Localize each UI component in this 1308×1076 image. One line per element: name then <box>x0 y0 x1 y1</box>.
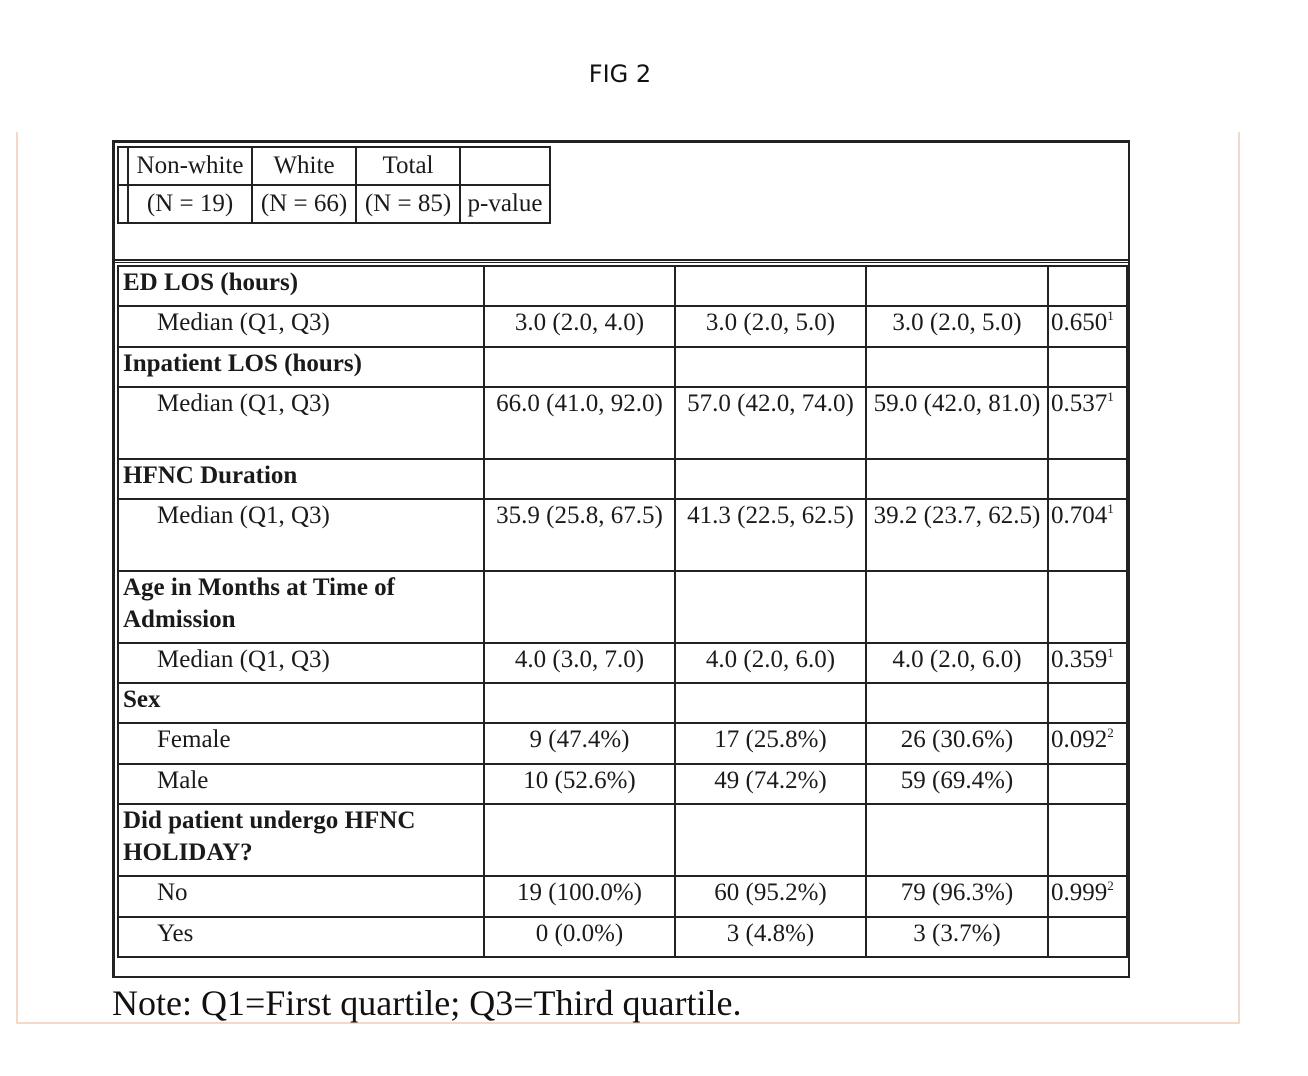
header-total: Total <box>356 147 460 185</box>
data-row <box>118 306 1127 347</box>
p-value: 0.650 <box>1051 309 1108 336</box>
nonwhite-value: 9 (47.4%) <box>484 723 675 764</box>
header-nonwhite: Non-white <box>128 147 252 185</box>
row-label: No <box>118 876 484 917</box>
header-p-value: p-value <box>460 185 550 223</box>
total-value: 4.0 (2.0, 6.0) <box>866 643 1048 683</box>
header-white-n: (N = 66) <box>252 185 356 223</box>
empty-cell <box>1048 347 1127 387</box>
nonwhite-value: 10 (52.6%) <box>484 764 675 804</box>
header-nonwhite-n: (N = 19) <box>128 185 252 223</box>
total-value: 59.0 (42.0, 81.0) <box>866 387 1048 459</box>
empty-cell <box>484 683 675 723</box>
row-label: Median (Q1, Q3) <box>118 306 484 347</box>
empty-cell <box>1048 804 1127 876</box>
total-value: 59 (69.4%) <box>866 764 1048 804</box>
section-label: Sex <box>118 683 484 723</box>
p-value-cell <box>1048 764 1127 804</box>
empty-cell <box>675 459 866 499</box>
header-empty <box>460 147 550 185</box>
section-row <box>118 266 1127 306</box>
empty-cell <box>1048 571 1127 643</box>
white-value: 60 (95.2%) <box>675 876 866 917</box>
p-value: 0.537 <box>1051 390 1108 417</box>
empty-cell <box>866 683 1048 723</box>
data-row <box>118 876 1127 917</box>
header-row-groups <box>118 147 550 185</box>
white-value: 3 (4.8%) <box>675 917 866 957</box>
header-stub <box>118 185 128 223</box>
empty-cell <box>675 347 866 387</box>
row-label: Median (Q1, Q3) <box>118 387 484 459</box>
p-value: 0.704 <box>1051 502 1108 529</box>
p-value: 0.359 <box>1051 646 1108 673</box>
p-value: 0.999 <box>1051 879 1108 906</box>
p-footnote: 2 <box>1107 878 1114 893</box>
white-value: 3.0 (2.0, 5.0) <box>675 306 866 347</box>
empty-cell <box>866 347 1048 387</box>
total-value: 39.2 (23.7, 62.5) <box>866 499 1048 571</box>
nonwhite-value: 66.0 (41.0, 92.0) <box>484 387 675 459</box>
row-label: Median (Q1, Q3) <box>118 499 484 571</box>
section-row <box>118 683 1127 723</box>
p-footnote: 1 <box>1107 501 1114 516</box>
nonwhite-value: 35.9 (25.8, 67.5) <box>484 499 675 571</box>
data-row <box>118 917 1127 957</box>
table-note: Note: Q1=First quartile; Q3=Third quartile. <box>112 983 742 1023</box>
total-value: 3 (3.7%) <box>866 917 1048 957</box>
empty-cell <box>675 683 866 723</box>
white-value: 57.0 (42.0, 74.0) <box>675 387 866 459</box>
empty-cell <box>484 459 675 499</box>
row-label: Yes <box>118 917 484 957</box>
empty-cell <box>675 571 866 643</box>
p-value-cell <box>1048 917 1127 957</box>
p-footnote: 1 <box>1107 645 1114 660</box>
section-label: HFNC Duration <box>118 459 484 499</box>
data-row <box>118 764 1127 804</box>
data-row <box>118 387 1127 459</box>
section-label: Inpatient LOS (hours) <box>118 347 484 387</box>
row-label: Female <box>118 723 484 764</box>
section-row <box>118 571 1127 643</box>
empty-cell <box>675 266 866 306</box>
header-row-counts <box>118 185 550 223</box>
header-stub <box>118 147 128 185</box>
empty-cell <box>675 804 866 876</box>
section-row <box>118 347 1127 387</box>
empty-cell <box>866 459 1048 499</box>
nonwhite-value: 0 (0.0%) <box>484 917 675 957</box>
nonwhite-value: 4.0 (3.0, 7.0) <box>484 643 675 683</box>
data-row <box>118 643 1127 683</box>
empty-cell <box>1048 459 1127 499</box>
white-value: 17 (25.8%) <box>675 723 866 764</box>
section-label: Age in Months at Time of Admission <box>118 571 484 643</box>
section-label: Did patient undergo HFNC HOLIDAY? <box>118 804 484 876</box>
total-value: 26 (30.6%) <box>866 723 1048 764</box>
row-label: Male <box>118 764 484 804</box>
white-value: 41.3 (22.5, 62.5) <box>675 499 866 571</box>
p-value-cell <box>1048 643 1127 683</box>
empty-cell <box>484 571 675 643</box>
nonwhite-value: 3.0 (2.0, 4.0) <box>484 306 675 347</box>
p-footnote: 1 <box>1107 389 1114 404</box>
data-row <box>118 723 1127 764</box>
empty-cell <box>866 266 1048 306</box>
figure-title: FIG 2 <box>588 60 652 88</box>
total-value: 3.0 (2.0, 5.0) <box>866 306 1048 347</box>
total-value: 79 (96.3%) <box>866 876 1048 917</box>
p-value-cell <box>1048 387 1127 459</box>
header-total-n: (N = 85) <box>356 185 460 223</box>
empty-cell <box>484 266 675 306</box>
p-value-cell <box>1048 306 1127 347</box>
header-divider <box>115 259 1128 263</box>
header-white: White <box>252 147 356 185</box>
empty-cell <box>866 571 1048 643</box>
p-value-cell <box>1048 876 1127 917</box>
empty-cell <box>484 804 675 876</box>
results-table <box>117 265 1128 958</box>
data-row <box>118 499 1127 571</box>
empty-cell <box>866 804 1048 876</box>
p-value: 0.092 <box>1051 726 1108 753</box>
column-header-table <box>117 146 551 224</box>
white-value: 49 (74.2%) <box>675 764 866 804</box>
section-row <box>118 459 1127 499</box>
p-footnote: 2 <box>1107 725 1114 740</box>
p-footnote: 1 <box>1107 308 1114 323</box>
empty-cell <box>1048 266 1127 306</box>
p-value-cell <box>1048 723 1127 764</box>
white-value: 4.0 (2.0, 6.0) <box>675 643 866 683</box>
nonwhite-value: 19 (100.0%) <box>484 876 675 917</box>
section-label: ED LOS (hours) <box>118 266 484 306</box>
section-row <box>118 804 1127 876</box>
empty-cell <box>484 347 675 387</box>
p-value-cell <box>1048 499 1127 571</box>
empty-cell <box>1048 683 1127 723</box>
row-label: Median (Q1, Q3) <box>118 643 484 683</box>
